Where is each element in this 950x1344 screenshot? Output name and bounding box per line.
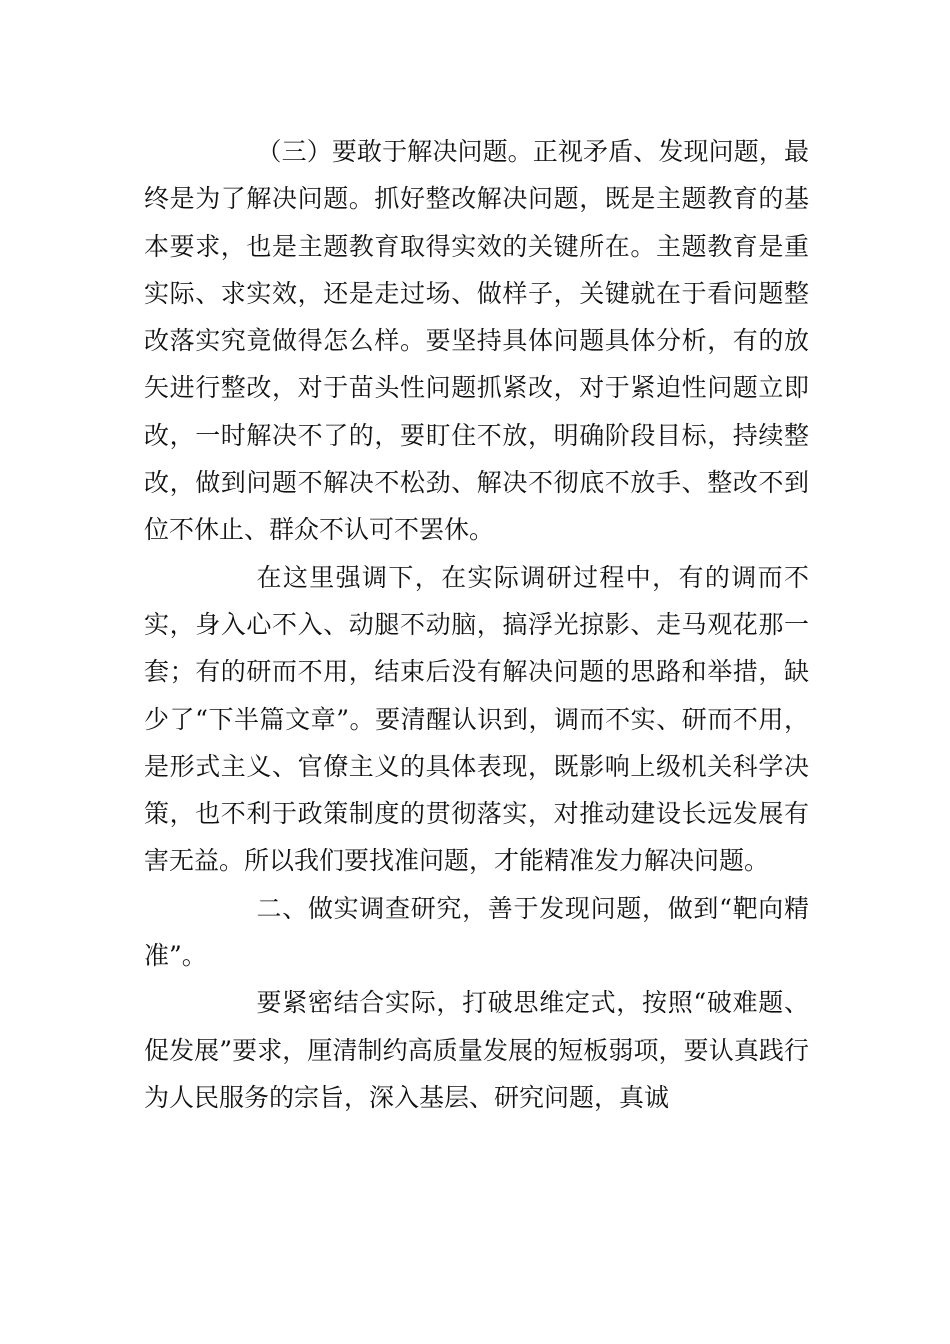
document-body <box>144 128 809 1121</box>
paragraph-rectify-problems: （三）要敢于解决问题。正视矛盾、发现问题，最终是为了解决问题。抓好整改解决问题，既是主题教育的基本要求，也是主题教育取得实效的关键所在。主题教育是重实际、求实效，还是走过场、做样子，关键就在于看问题整改落实究竟做得怎么样。要坚持具体问题具体分析，有的放矢进行整改，对于苗头性问题抓紧改，对于紧迫性问题立即改，一时解决不了的，要盯住不放，明确阶段目标，持续整改，做到问题不解决不松劲、解决不彻底不放手、整改不到位不休止、群众不认可不罢休。 <box>144 137 809 545</box>
paragraph-research-issues: 在这里强调下，在实际调研过程中，有的调而不实，身入心不入、动腿不动脑，搞浮光掠影、走马观花那一套；有的研而不用，结束后没有解决问题的思路和举措，缺少了“下半篇文章”。要清醒认识到，调而不实、研而不用，是形式主义、官僚主义的具体表现，既影响上级机关科学决策，也不利于政策制度的贯彻落实，对推动建设长远发展有害无益。所以我们要找准问题，才能精准发力解决问题。 <box>144 562 809 876</box>
paragraph-close-to-reality: 要紧密结合实际，打破思维定式，按照“破难题、促发展”要求，厘清制约高质量发展的短板弱项，要认真践行为人民服务的宗旨，深入基层、研究问题，真诚 <box>144 988 809 1112</box>
section-heading-investigation: 二、做实调查研究，善于发现问题，做到“靶向精准”。 <box>144 893 809 971</box>
